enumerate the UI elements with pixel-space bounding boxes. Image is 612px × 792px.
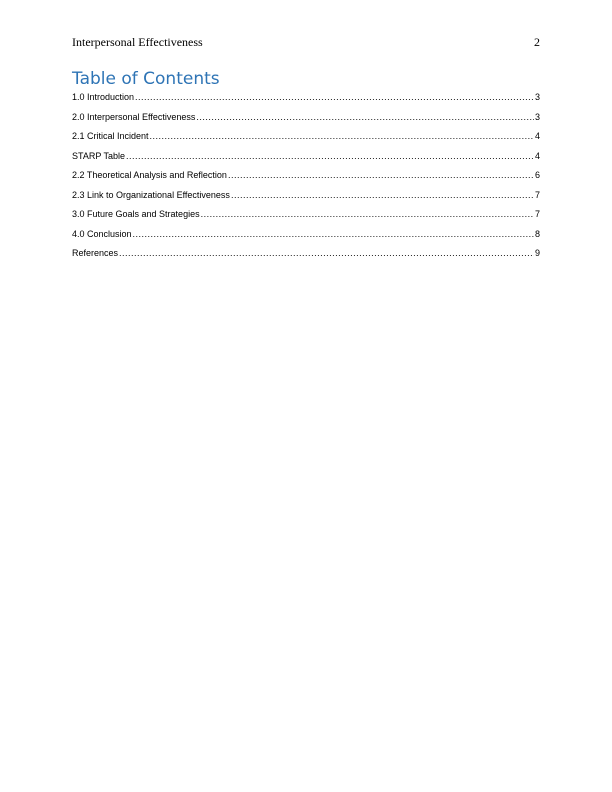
toc-entry-label: 2.0 Interpersonal Effectiveness [72, 111, 196, 122]
toc-entry-page: 6 [534, 170, 540, 180]
dot-leader [135, 92, 534, 102]
dot-leader [228, 170, 534, 180]
dot-leader [150, 131, 534, 141]
toc-entry-label: 3.0 Future Goals and Strategies [72, 209, 200, 219]
toc-entry-future-goals[interactable] [72, 209, 540, 229]
toc-entry-label: STARP Table [72, 150, 126, 161]
page-number: 2 [534, 35, 540, 49]
toc-entry-theoretical-analysis[interactable] [72, 170, 540, 190]
dot-leader [133, 229, 534, 239]
toc-entry-page: 8 [534, 228, 540, 239]
toc-entry-references[interactable] [72, 248, 540, 268]
toc-list [72, 92, 540, 268]
toc-entry-page: 4 [534, 131, 540, 141]
toc-entry-page: 7 [534, 209, 540, 219]
running-header-title: Interpersonal Effectiveness [72, 35, 203, 49]
toc-entry-conclusion[interactable] [72, 229, 540, 249]
toc-entry-critical-incident[interactable] [72, 131, 540, 151]
toc-entry-label: 1.0 Introduction [72, 92, 135, 102]
dot-leader [201, 209, 534, 219]
toc-entry-page: 3 [534, 111, 540, 122]
toc-entry-label: 2.1 Critical Incident [72, 131, 149, 141]
toc-entry-page: 7 [534, 189, 540, 200]
dot-leader [126, 151, 534, 161]
toc-entry-page: 9 [534, 248, 540, 258]
toc-heading: Table of Contents [72, 69, 220, 89]
toc-entry-page: 4 [534, 150, 540, 161]
toc-entry-starp-table[interactable] [72, 151, 540, 171]
dot-leader [196, 112, 534, 122]
toc-entry-page: 3 [534, 92, 540, 102]
running-header [72, 35, 540, 51]
toc-entry-label: 2.2 Theoretical Analysis and Reflection [72, 170, 227, 180]
toc-entry-label: 4.0 Conclusion [72, 228, 132, 239]
toc-entry-label: 2.3 Link to Organizational Effectiveness [72, 189, 230, 200]
toc-entry-organizational-effectiveness[interactable] [72, 190, 540, 210]
dot-leader [119, 248, 534, 258]
dot-leader [231, 190, 534, 200]
toc-entry-interpersonal-effectiveness[interactable] [72, 112, 540, 132]
toc-entry-introduction[interactable] [72, 92, 540, 112]
toc-entry-label: References [72, 248, 119, 258]
